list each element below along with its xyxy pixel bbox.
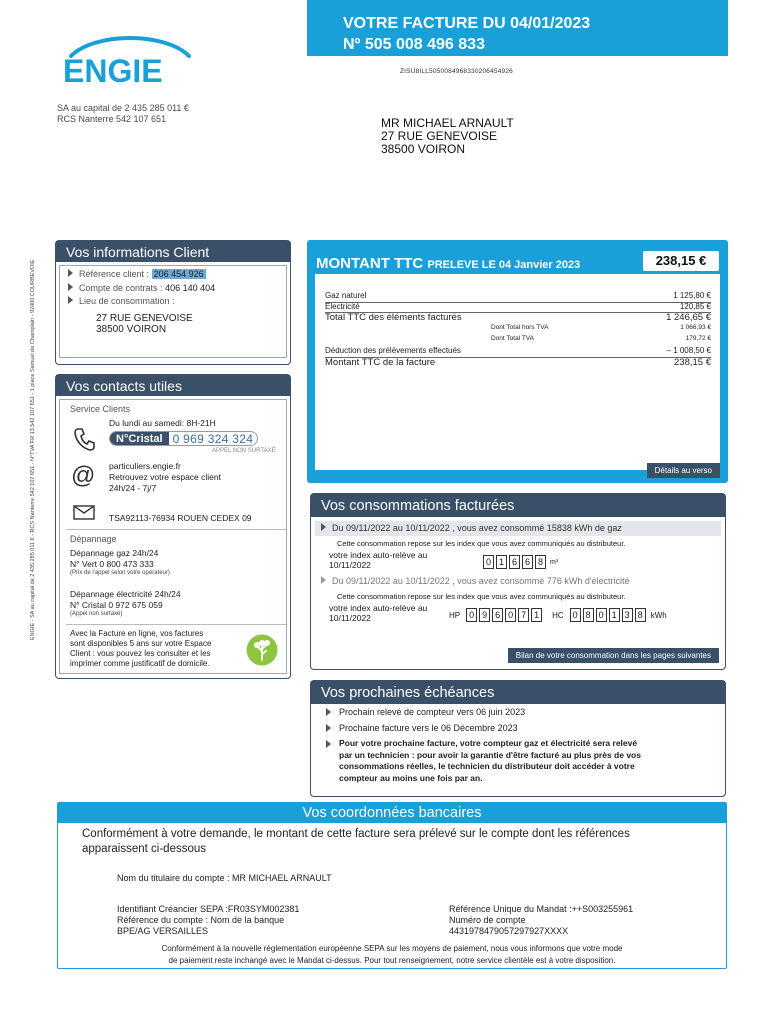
online-line-3: Client : vous pouvez les consulter et les — [70, 649, 211, 658]
recipient-name: MR MICHAEL ARNAULT — [381, 116, 514, 130]
service-clients-label: Service Clients — [70, 404, 131, 414]
cristal-phone[interactable] — [109, 431, 258, 446]
elec-emergency-title: Dépannage électricité 24h/24 — [70, 589, 181, 599]
bank-intro-line-1: Conformément à votre demande, le montant de cette facture sera prélevé sur le compte dont les références — [82, 828, 630, 840]
gas-emergency-title: Dépannage gaz 24h/24 — [70, 548, 159, 558]
bullet-icon — [326, 708, 331, 716]
row-label: Dont Total TVA — [491, 335, 534, 342]
elec-consumption-bar — [315, 574, 721, 589]
index-digit: 6 — [509, 555, 520, 569]
row-label: Gaz naturel — [325, 291, 367, 300]
index-digit: 1 — [531, 608, 542, 622]
index-digit: 0 — [505, 608, 516, 622]
account-number-label: Numéro de compte — [449, 915, 526, 925]
phone-icon — [73, 427, 95, 451]
logo-legal-rcs: RCS Nanterre 542 107 651 — [57, 114, 167, 124]
elec-consumption-note: Cette consommation repose sur les index que vous avez communiqués au distributeur. — [337, 592, 626, 601]
engie-logo — [55, 28, 215, 125]
deadline-text: Prochaine facture vers le 06 Décembre 2023 — [339, 723, 518, 733]
hc-label: HC — [552, 610, 564, 620]
web-line2: Retrouvez votre espace client — [109, 472, 221, 482]
service-hours: Du lundi au samedi: 8H-21H — [109, 418, 216, 428]
invoice-header-banner — [307, 0, 728, 56]
divider — [66, 624, 286, 625]
elec-index-line-1: votre index auto-relève au — [329, 603, 428, 613]
index-digit: 1 — [609, 608, 620, 622]
account-holder: Nom du titulaire du compte : MR MICHAEL ARNAULT — [117, 873, 332, 883]
amount-title-sub: PRELEVE LE 04 Janvier 2023 — [427, 259, 581, 271]
recipient-street: 27 RUE GENEVOISE — [381, 129, 498, 143]
online-line-2: sont disponibles 5 ans sur votre Espace — [70, 639, 212, 648]
elec-consumption-text: Du 09/11/2022 au 10/11/2022 , vous avez consommé 776 kWh d'électricité — [332, 576, 630, 586]
row-value: 120,85 € — [679, 302, 711, 311]
amount-total-box: 238,15 € — [643, 251, 719, 271]
client-ref-value: 206 454 926 — [153, 269, 204, 279]
client-info-panel — [55, 240, 291, 365]
hp-label: HP — [449, 610, 461, 620]
row-deduction — [325, 346, 711, 355]
index-digit: 8 — [635, 608, 646, 622]
elec-emergency-number: N° Cristal 0 972 675 059 — [70, 600, 163, 610]
cristal-tag: N°Cristal — [110, 432, 169, 445]
online-line-1: Avec la Facture en ligne, vos factures — [70, 629, 204, 638]
divider — [66, 529, 286, 530]
gas-emergency-note: (Prix de l'appel selon votre opérateur) — [70, 570, 170, 576]
web-link[interactable]: particuliers.engie.fr — [109, 461, 181, 471]
recipient-city: 38500 VOIRON — [381, 142, 466, 156]
client-info-title: Vos informations Client — [56, 241, 290, 262]
index-digit: 0 — [570, 608, 581, 622]
row-label: Total TTC des éléments facturés — [325, 312, 462, 323]
row-value: 1 246,65 € — [666, 312, 711, 323]
contacts-title: Vos contacts utiles — [56, 375, 290, 396]
elec-emergency-block — [70, 589, 181, 619]
row-ht — [491, 324, 711, 331]
web-block — [109, 461, 221, 494]
bank-right-column — [449, 904, 633, 937]
notice-line-3: consommations réelles, le technicien du distributeur doit accéder à votre — [339, 761, 635, 771]
elec-unit: kWh — [650, 610, 667, 620]
row-label: Montant TTC de la facture — [325, 357, 436, 368]
index-digit: 1 — [496, 555, 507, 569]
row-total-ttc — [325, 312, 711, 323]
row-montant-facture — [325, 357, 711, 368]
details-verso-button[interactable]: Détails au verso — [647, 463, 720, 478]
bullet-icon — [326, 740, 331, 748]
sepa-footer-line-1: Conformément à la nouvelle réglementation européenne SEPA sur les moyens de paiement, nous vous informons que votre mode — [161, 944, 623, 953]
gas-consumption-text: Du 09/11/2022 au 10/11/2022 , vous avez consommé 15838 kWh de gaz — [332, 523, 622, 533]
bank-details-title: Vos coordonnées bancaires — [58, 803, 726, 823]
bullet-icon — [326, 724, 331, 732]
notice-line-4: compteur au moins une fois par an. — [339, 772, 483, 783]
index-digit: 6 — [492, 608, 503, 622]
amount-title-main: MONTANT TTC — [316, 255, 424, 272]
invoice-date-title: VOTRE FACTURE DU 04/01/2023 — [343, 15, 591, 32]
gas-index-label — [329, 550, 427, 570]
gas-unit: m³ — [550, 558, 559, 566]
cristal-note: APPEL NON SURTAXÉ — [212, 448, 276, 454]
gas-emergency-number: N° Vert 0 800 473 333 — [70, 559, 154, 569]
deadline-item — [311, 706, 725, 718]
gas-index-digits — [483, 555, 558, 569]
deadline-item — [311, 722, 725, 734]
index-digit: 3 — [622, 608, 633, 622]
vertical-legal-mention: ENGIE - SA au capital de 2 435 285 011 € - RCS Nanterre 542 107 651 - N°TVA FR 13 542 107 651 - 1 place Samuel de Champlain - 92400 COURBEVOIE — [30, 259, 36, 640]
deadlines-title: Vos prochaines échéances — [311, 681, 725, 704]
row-label: Déduction des prélèvements effectués — [325, 346, 461, 355]
logo-legal-capital: SA au capital de 2 435 285 011 € — [57, 103, 189, 113]
index-digit: 0 — [483, 555, 494, 569]
row-elec — [325, 302, 711, 311]
notice-line-1: Pour votre prochaine facture, votre compteur gaz et électricité sera relevé — [339, 738, 638, 748]
site-label: Lieu de consommation : — [79, 296, 175, 306]
account-reference: Référence du compte : Nom de la banque — [117, 915, 285, 925]
row-tva — [491, 335, 711, 342]
sepa-footer-line-2: de paiement reste inchangé avec le Mandat ci-dessus. Pour tout renseignement, notre service clientèle est à votre disposition. — [168, 955, 616, 965]
elec-emergency-note: (Appel non surtaxé) — [70, 611, 123, 617]
row-label: Electricité — [325, 302, 360, 311]
index-digit: 0 — [596, 608, 607, 622]
deadlines-panel — [310, 680, 726, 797]
sepa-footer — [58, 943, 726, 966]
eco-tree-icon — [246, 634, 278, 666]
amount-panel — [307, 240, 728, 483]
site-city: 38500 VOIRON — [96, 324, 167, 335]
bullet-icon — [68, 269, 73, 277]
web-line3: 24h/24 - 7j/7 — [109, 483, 157, 493]
amount-detail-table — [315, 274, 720, 470]
row-value: 1 066,93 € — [680, 324, 711, 331]
elec-index-digits — [449, 608, 667, 622]
bank-details-panel — [57, 802, 727, 969]
postal-address: TSA92113-76934 ROUEN CEDEX 09 — [109, 513, 252, 523]
row-gas — [325, 291, 711, 300]
invoice-number: Nº 505 008 496 833 — [343, 36, 485, 53]
account-number: 4431978479057297927XXXX — [449, 926, 569, 936]
consumption-panel — [310, 493, 726, 670]
bullet-icon — [321, 576, 326, 584]
index-digit: 6 — [522, 555, 533, 569]
bank-left-column — [117, 904, 299, 937]
sepa-creditor-id: Identifiant Créancier SEPA :FR03SYM002381 — [117, 904, 300, 914]
mandate-reference: Référence Unique du Mandat :++S003255961 — [449, 904, 634, 914]
online-line-4: imprimer comme justificatif de domicile. — [70, 659, 210, 668]
gas-consumption-note: Cette consommation repose sur les index que vous avez communiqués au distributeur. — [337, 539, 626, 548]
engie-logo-mark — [55, 28, 205, 86]
index-digit: 7 — [518, 608, 529, 622]
meter-reading-notice — [311, 738, 725, 784]
row-value: – 1 008,50 € — [666, 346, 711, 355]
index-digit: 0 — [466, 608, 477, 622]
bank-intro — [82, 827, 630, 857]
row-value: 1 125,80 € — [673, 291, 711, 300]
depannage-label: Dépannage — [70, 534, 117, 544]
bank-name: BPE/AG VERSAILLES — [117, 926, 209, 936]
recipient-address — [381, 117, 514, 156]
row-label: Dont Total hors TVA — [491, 324, 549, 331]
deadline-text: Prochain relevé de compteur vers 06 juin 2023 — [339, 707, 526, 717]
engie-logo-word: ENGIE — [63, 53, 163, 86]
gas-emergency-block — [70, 548, 170, 578]
gas-consumption-bar — [315, 521, 721, 536]
index-digit: 8 — [583, 608, 594, 622]
consumption-title: Vos consommations facturées — [311, 494, 725, 517]
online-invoice-text — [70, 629, 211, 669]
row-value: 179,72 € — [685, 335, 711, 342]
bullet-icon — [68, 296, 73, 304]
amount-title — [316, 255, 580, 272]
client-ref-label: Référence client : — [79, 269, 150, 279]
elec-index-line-2: 10/11/2022 — [329, 613, 371, 623]
contract-label: Compte de contrats : — [79, 282, 163, 293]
barcode-id: ZISU8ILL505008496833020645492​6 — [400, 68, 513, 75]
notice-line-2: par un technicien : pour avoir la garantie d'être facturé au plus près de vos — [339, 749, 641, 760]
elec-index-label — [329, 603, 427, 623]
contacts-panel — [55, 374, 291, 679]
gas-index-line-1: votre index auto-relève au — [329, 550, 428, 560]
bilan-consommation-button[interactable]: Bilan de votre consommation dans les pages suivantes — [508, 648, 719, 663]
bank-intro-line-2: apparaissent ci-dessous — [82, 843, 207, 855]
at-icon: @ — [71, 462, 96, 489]
envelope-icon — [73, 505, 95, 520]
row-value: 238,15 € — [674, 357, 711, 368]
bullet-icon — [321, 523, 326, 531]
bullet-icon — [68, 283, 73, 291]
cristal-number: 0 969 324 324 — [172, 431, 254, 446]
contract-value: 406 140 404 — [165, 282, 216, 293]
site-street: 27 RUE GENEVOISE — [96, 312, 193, 324]
index-digit: 8 — [535, 555, 546, 569]
gas-index-line-2: 10/11/2022 — [329, 560, 371, 570]
index-digit: 9 — [479, 608, 490, 622]
